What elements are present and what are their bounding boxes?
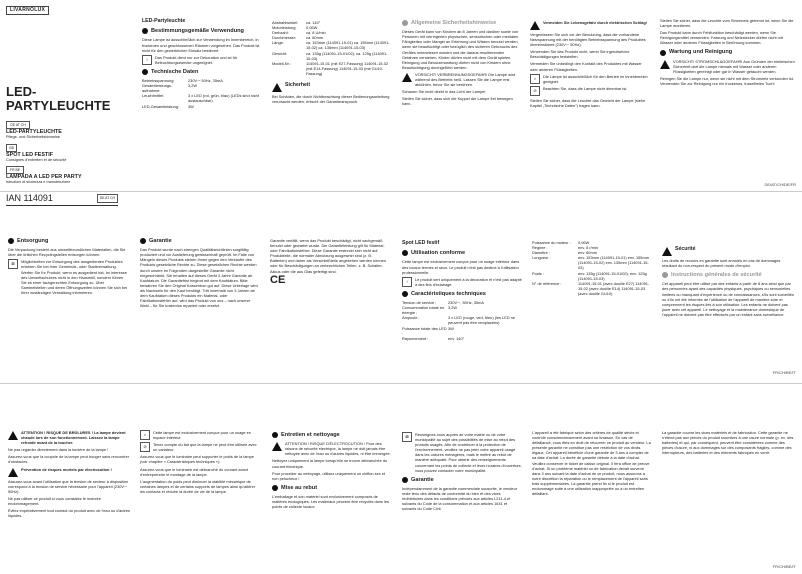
warranty-column bbox=[140, 234, 258, 310]
lang-title: LAMPADA A LED PER PARTY bbox=[6, 174, 82, 181]
burn-warning: ATTENTION ! RISQUE DE BRÛLURES ! La lampe devient chaude lors de son fonctionnement. Laissez la lampe refroidir avant de la toucher. bbox=[8, 430, 130, 445]
warning-icon bbox=[272, 83, 282, 92]
ce-mark: CE bbox=[270, 273, 286, 286]
spec-row: Durchmesser: ca. 80mm bbox=[272, 35, 324, 41]
brand-logo: LIVARNOLUX bbox=[6, 6, 49, 15]
spec-row: Betriebsspannung: 230V∼ 50Hz, 35mA bbox=[142, 78, 223, 84]
bullet-icon bbox=[272, 485, 278, 491]
de-danger-item: Vermeiden Sie unbedingt den Kontakt des Produktes mit Wasser oder anderen Flüssigkeiten. bbox=[530, 61, 642, 72]
de-general-item: Schauen Sie nicht direkt in das Licht der Lampe! bbox=[402, 89, 486, 95]
bullet-icon bbox=[142, 69, 148, 75]
page-code: FR/CH/BE/IT bbox=[772, 370, 796, 375]
spec-row: Longueur : env. 153mm (114091-15-01) env. 155mm (114091-15-02) env. 135mm (114091-15-03) bbox=[532, 255, 649, 271]
fr-column-3 bbox=[662, 244, 796, 319]
dispose-text: Die Verpackung besteht aus umweltfreundlichen Materialien, die Sie über die örtlichen Recyclingstellen entsorgen können. bbox=[8, 247, 126, 258]
fr-item: Évitez impérativement tout contact du produit avec de l'eau ou d'autres liquides. bbox=[8, 508, 130, 519]
bullet-icon bbox=[142, 28, 148, 34]
fr-item: Assurez-vous que le luminaire peut supporter le poids de la lampe (voir chapitre « Caractéristiques techniques »). bbox=[140, 454, 254, 465]
de-general-heading: Allgemeine Sicherheitshinweise bbox=[402, 20, 520, 26]
info-icon: ! bbox=[402, 277, 412, 287]
bullet-icon bbox=[8, 238, 14, 244]
fr-warranty-text-2: L'appareil a été fabriqué selon des critères de qualité stricts et contrôlé consciencieusement avant sa livraison. En cas de défaillance, vous êtes en droit de retourner ce produit au vendeur. La présente garantie ne constitue pas une restriction de vos droits légaux. Cet appareil bénéficie d'une garantie de 3 ans à compter de sa date d'achat. La durée de garantie débute à la date d'achat. Veuillez conserver le ticket de caisse original. Il fera office de preuve d'achat. Si un problème matériel ou de fabrication devait survenir dans 3 ans suivant la date d'achat de ce produit, nous assurons à notre discrétion la réparation ou le remplacement de l'appareil sans frais supplémentaires. La garantie prend fin si le produit est endommagé suite à une utilisation inappropriée ou à un entretien défaillant. bbox=[532, 430, 651, 497]
bullet-icon bbox=[660, 50, 666, 56]
de-column-2 bbox=[272, 20, 392, 106]
fr-item: Ne pas regarder directement dans la lumière de la lampe ! bbox=[8, 447, 109, 453]
shock-heading: Prévention de risques mortels par électrocution ! bbox=[8, 467, 130, 477]
bin-note: ⊠ Renseignez-vous auprès de votre mairie ou de votre municipalité au sujet des possibilités de mise au rebut des produits usagés. Afin de contribuer à la protection de l'environnement, veuillez ne pas jeter votre appareil usagé dans les ordures ménagères, mais le mettre au rebut de manière adéquate. Pour obtenir des renseignements concernant les points de collecte et leurs horaires d'ouverture, vous pouvez contacter votre municipalité. bbox=[402, 432, 522, 473]
lang-subtitle: Pflege- und Sicherheitshinweise bbox=[6, 135, 61, 140]
de-column-4 bbox=[530, 18, 650, 110]
bullet-icon bbox=[402, 477, 408, 483]
fr-bottom-column-4 bbox=[402, 430, 522, 513]
band-top bbox=[0, 0, 802, 203]
de-dim-note: ⊘ Beachten Sie, dass die Lampe nicht dimmbar ist. bbox=[530, 86, 650, 96]
de-safety-heading: Sicherheit bbox=[272, 82, 392, 92]
spec-row: Ampoule : 3 x LED (rouge, vert, bleu) (les LED ne peuvent pas être remplacées) bbox=[402, 315, 516, 326]
de-column-1 bbox=[142, 16, 262, 109]
de-column-3 bbox=[402, 16, 520, 109]
de-danger-item: Verwenden Sie das Produkt nicht, wenn Sie irgendwelche Beschädigungen feststellen. bbox=[530, 49, 630, 60]
de-column-5 bbox=[660, 18, 796, 88]
lang-subtitle: Istruzioni di sicurezza e manutenzione bbox=[6, 180, 71, 185]
fr-bottom-column-1 bbox=[8, 428, 130, 520]
indoor-note: ⌂ Cette lampe est exclusivement conçue pour un usage en espace intérieur. bbox=[140, 430, 260, 440]
fr-item: Ne pas utiliser ce produit si vous constatez le moindre endommagement. bbox=[8, 495, 101, 506]
divider bbox=[0, 191, 802, 192]
fr-general-heading: Instructions générales de sécurité bbox=[662, 272, 796, 278]
no-dimmer-icon: ⊘ bbox=[140, 442, 150, 452]
spec-row: Abstrahlwinkel: ca. 140° bbox=[272, 20, 321, 25]
info-icon: ! bbox=[142, 55, 152, 65]
recycle-text: L'emballage et son matériel sont exclusivement composés de matières écologiques. Les matériaux peuvent être recyclés dans les points de collecte locaux. bbox=[272, 494, 389, 510]
recycle-heading: Mise au rebut bbox=[272, 485, 392, 491]
spec-row: Puissance du moteur : 0,06W bbox=[532, 240, 590, 245]
de-title: LED-Partyleuchte bbox=[142, 18, 186, 24]
spec-row: N° de référence : 114091-15-01 (avec douille E27) 114091-15-02 (avec douille E14) 114091-15-03 (avec douille GU10) bbox=[532, 280, 650, 296]
fr-item: Assurez-vous avant l'utilisation que la tension de secteur à disposition correspond à la tension de service nécessaire pour l'appareil (230V∼ 50Hz). bbox=[8, 478, 129, 494]
ian-codes: DE AT CH bbox=[97, 194, 118, 203]
spec-row: Gesamtleistungs-aufnahme: 3,2W bbox=[142, 83, 198, 94]
fr-bottom-column-6 bbox=[662, 430, 796, 457]
spec-row: Modell-Nr.: 114091-15-01 (mit E27-Fassung) 114091-15-02 (mit E14-Fassung) 114091-15-03 (mit GU10-Fassung) bbox=[272, 60, 389, 76]
de-care-warning: VORSICHT! STROMSCHLAGGEFAHR! Aus Gründen der elektrischen Sicherheit darf die Lampe niemals mit Wasser oder anderen Flüssigkeiten gereinigt oder gar in Wasser getaucht werden. bbox=[660, 59, 796, 74]
fr-use-text: Cette lampe est exclusivement conçue pour un usage intérieur dans des locaux fermés et secs. Le produit n'est pas destiné à l'utilisation professionnelle. bbox=[402, 259, 520, 275]
care-warning: ATTENTION ! RISQUE D'ÉLECTROCUTION ! Pour des raisons de sécurité électrique, la lampe ne doit jamais être nettoyée avec de l'eau ou d'autres liquides, ni être immergée. bbox=[272, 441, 392, 456]
bullet-icon bbox=[402, 291, 408, 297]
lang-subtitle: Consignes d'entretien et de sécurité bbox=[6, 157, 67, 162]
spec-row: Diamètre : env. 80mm bbox=[532, 250, 597, 256]
de-danger-item: Stellen Sie sicher, dass die Leuchte das Gewicht der Lampe (siehe Kapitel „Technische Daten") tragen kann. bbox=[530, 97, 646, 108]
fr-warranty-heading: Garantie bbox=[402, 477, 522, 483]
spec-row: Leuchtmittel: 3 x LED (rot, grün, blau) (LEDs sind nicht austauschbar) bbox=[142, 93, 259, 104]
de-danger-item: Vergewissern Sie sich vor der Benutzung, dass die vorhandene Netzspannung mit der benötigten Betriebsspannung des Produktes übereinstimmt (230V∼ 50Hz). bbox=[530, 32, 646, 48]
fr-column-1 bbox=[402, 238, 522, 341]
de-right-item: Stellen Sie sicher, dass die Leuchte vom Stromnetz getrennt ist, wenn Sie die Lampe montieren. bbox=[660, 18, 794, 29]
dispose-note: ⊠ Möglichkeiten zur Entsorgung des ausgedienten Produktes erfahren Sie bei Ihrer Gemeinde- oder Stadtverwaltung. Werfen Sie Ihr Produkt, wenn es ausgedient hat, im Interesse des Umweltschutzes nicht in den Hausmüll, sondern führen Sie es einer fachgerechten Entsorgung zu. Über Sammelstellen und deren Öffnungszeiten können Sie sich bei Ihrer zuständigen Verwaltung informieren. bbox=[8, 259, 128, 295]
fr-bottom-column-2 bbox=[140, 428, 260, 496]
warning-icon bbox=[8, 468, 18, 477]
spec-row: Gewicht: ca. 135g (114091-15-01/02), ca. 125g (114091-15-03) bbox=[272, 50, 388, 61]
lang-code-box: GB bbox=[6, 144, 17, 152]
warning-icon bbox=[660, 60, 670, 69]
fr-warranty-text: Indépendamment de la garantie commerciale souscrite, le vendeur reste tenu des défauts de conformité du bien et des vices rédhibitoires dans les conditions prévues aux articles L211-4 et suivants du Code de la consommation et aux articles 1641 et suivants du Code Civil. bbox=[402, 485, 518, 512]
warning-icon bbox=[8, 431, 18, 440]
warning-icon bbox=[662, 247, 672, 256]
de-indoor-note: ⌂ Die Lampe ist ausschließlich für den Betrieb im Innenbereich geeignet. bbox=[530, 74, 650, 84]
de-burn-warning: VORSICHT! VERBRENNUNGSGEFAHR! Die Lampe wird während des Betriebs heiß. Lassen Sie die Lampe erst abkühlen, bevor Sie sie berühren. bbox=[402, 72, 520, 87]
fr-bottom-column-5 bbox=[532, 430, 652, 498]
bin-icon: ⊠ bbox=[8, 259, 18, 269]
fr-use-note: ! Le produit sert uniquement à la décoration et n'est pas adapté à des fins d'éclairage. bbox=[402, 277, 522, 287]
lang-title: SPOT LED FESTIF bbox=[6, 151, 54, 158]
spec-row: Motorleistung: 0,06W bbox=[272, 25, 318, 31]
fr-item: Pour procéder au nettoyage, utilisez uniquement un chiffon sec et non pelucheux ! bbox=[272, 470, 386, 481]
de-safety-text: Bei Schäden, die durch Nichtbeachtung dieser Bedienungsanleitung verursacht werden, erlischt der Garantieanspruch. bbox=[272, 94, 390, 105]
de-use-note: ! Das Produkt dient nur zur Dekoration und ist für Beleuchtungszwecke ungeeignet. bbox=[142, 55, 262, 65]
spec-row: LED-Gesamtleistung: 3W bbox=[142, 103, 194, 109]
de-right-item: Das Produkt kann durch Fehlfunktion beschädigt werden, wenn Sie Reinigungsmittel verwenden. Fassung und Netzstecker dürfen nicht mit Wasser oder anderen Flüssigkeiten in Berührung kommen. bbox=[660, 30, 783, 46]
dim-note: ⊘ Tenez compte du fait que la lampe ne peut être utilisée avec un variateur. bbox=[140, 442, 260, 452]
spec-row: Consommation totale en énergie : 3,2W bbox=[402, 305, 458, 316]
fr-item: L'augmentation du poids peut diminuer la stabilité mécanique de certaines lampes et de certains supports de lampes ainsi qu'altérer les contacts et réduire la durée de vie de la lampe. bbox=[140, 478, 256, 494]
warranty-text: Das Produkt wurde nach strengen Qualitätsrichtlinien sorgfältig produziert und vor Auslieferung gewissenhaft geprüft. Im Falle von Mängeln dieses Produkts stehen Ihnen gegen den Verkäufer des Produkts gesetzliche Rechte zu. Diese gesetzlichen Rechte werden durch unsere im Folgenden dargestellte Garantie nicht eingeschränkt. Sie erhalten auf dieses Gerät 3 Jahre Garantie ab Kaufdatum. Die Garantiefrist beginnt mit dem Kaufdatum. Bitte bewahren Sie den Original Kassenbon gut auf. Diese Unterlage wird als Nachweis für den Kauf benötigt. Tritt innerhalb von 3 Jahren ab dem Kaufdatum dieses Produkts ein Material- oder Fabrikationsfehler auf, wird das Produkt von uns – nach unserer Wahl – für Sie kostenlos repariert oder ersetzt. bbox=[140, 247, 258, 309]
cover-title: LED-PARTYLEUCHTE bbox=[6, 84, 111, 114]
cover-column bbox=[6, 0, 120, 206]
fr-item: Assurez-vous que la coupole de la lampe peut bouger sans rencontrer d'obstacles. bbox=[8, 454, 130, 465]
warranty-column-2 bbox=[270, 238, 390, 286]
lang-code-box: DE AT CH bbox=[6, 121, 30, 129]
dispose-heading: Entsorgung bbox=[8, 238, 128, 244]
band-bottom bbox=[0, 386, 802, 574]
indoor-icon: ⌂ bbox=[530, 74, 540, 84]
fr-title: Spot LED festif bbox=[402, 240, 440, 246]
de-use-heading: Bestimmungsgemäße Verwendung bbox=[142, 28, 262, 34]
fr-column-2 bbox=[532, 240, 652, 296]
de-general-item: Stellen Sie sicher, dass sich die Kuppel der Lampe frei bewegen kann. bbox=[402, 96, 513, 107]
warning-icon bbox=[272, 442, 282, 451]
bullet-icon bbox=[662, 272, 668, 278]
no-dimmer-icon: ⊘ bbox=[530, 86, 540, 96]
de-danger-heading: Vermeiden Sie Lebensgefahr durch elektrischen Schlag! bbox=[530, 20, 650, 30]
band-middle bbox=[0, 194, 802, 380]
lang-title: LED-PARTYLEUCHTE bbox=[6, 129, 62, 136]
dispose-column bbox=[8, 234, 128, 297]
de-general-item: Dieses Gerät kann von Kindern ab 8 Jahren und darüber sowie von Personen mit verringerten physischen, sensorischen oder mentalen Fähigkeiten oder Mangel an Erfahrung und Wissen benutzt werden, wenn sie beaufsichtigt oder bezüglich des sicheren Gebrauchs des Gerätes unterwiesen wurden und die daraus resultierenden Gefahren verstehen. Kinder dürfen nicht mit dem Gerät spielen. Reinigung und Benutzerwartung dürfen nicht von Kindern ohne Beaufsichtigung durchgeführt werden. bbox=[402, 29, 519, 70]
care-heading: Entretien et nettoyage bbox=[272, 432, 392, 438]
lang-code-box: FR BE bbox=[6, 166, 24, 174]
de-care-item: Reinigen Sie die Lampe nur, wenn sie nicht mit dem Stromnetz verbunden ist. Verwenden Sie zur Reinigung nur ein trockenes, fusselfreies Tuch! bbox=[660, 75, 794, 87]
fr-item: Nettoyez uniquement la lampe lorsqu'elle se trouve débranchée du courant électrique. bbox=[272, 458, 388, 469]
page-code: FR/CH/BE/IT bbox=[772, 564, 796, 569]
spec-row: Puissance totale des LED : 3W bbox=[402, 325, 454, 336]
fr-general-text: Cet appareil peut être utilisé par des enfants à partir de 8 ans ainsi que par des personnes ayant des capacités physiques, psychiques ou sensorielles limitées ou manquant d'expérience ou de connaissances, s'ils sont surveillés ou s'ils ont été informés de l'utilisation de l'appareil de manière sûre et comprennent les risques liés à son utilisation. Les enfants ne doivent pas jouer avec cet appareil. Le nettoyage et la maintenance domestique de l'appareil ne doivent pas être effectués par un enfant sans surveillance. bbox=[662, 281, 794, 317]
spec-row: Rayonnement : env. 140° bbox=[402, 335, 465, 341]
fr-use-heading: Utilisation conforme bbox=[402, 250, 522, 256]
divider bbox=[0, 383, 802, 384]
spec-row: Régime : env. 8 r/min bbox=[532, 245, 599, 251]
cover-lang-list bbox=[6, 121, 120, 185]
spec-row: Poids : env. 135g (114091-15-01/02), env. 125g (114091-15-03) bbox=[532, 270, 647, 281]
bin-icon: ⊠ bbox=[402, 432, 412, 442]
warranty-heading: Garantie bbox=[140, 238, 258, 244]
page-code: DE/AT/CH/DE/FR bbox=[764, 182, 796, 187]
fr-item: Assurez-vous que le luminaire est débranché du courant avant d'entreprendre le montage de la lampe. bbox=[140, 466, 248, 477]
fr-warranty-text-3: La garantie couvre les vices matériels et de fabrication. Cette garantie ne s'étend pas aux pièces du produit soumises à une usure normale (p. ex. des batteries) et qui, par conséquent, peuvent être considérées comme des pièces d'usure, ni aux dommages sur des composants fragiles, comme des interrupteurs, des batteries et des éléments fabriqués en verre. bbox=[662, 430, 794, 456]
warning-icon bbox=[402, 73, 412, 82]
indoor-icon: ⌂ bbox=[140, 430, 150, 440]
spec-row: Drehzahl: ca. 8 U/min bbox=[272, 30, 326, 36]
de-tech-heading: Technische Daten bbox=[142, 69, 262, 75]
warning-icon bbox=[530, 21, 540, 30]
bullet-icon bbox=[272, 432, 278, 438]
spec-row: Tension de service : 230V∼, 50Hz, 35mA bbox=[402, 300, 484, 306]
spec-row: Länge: ca. 153mm (114091-15-01) ca. 155mm (114091-15-02) ca. 135mm (114091-15-03) bbox=[272, 40, 390, 51]
bullet-icon bbox=[140, 238, 146, 244]
fr-safety-text: Les droits de recours en garantie sont annulés en cas de dommages résultant du non-respect du présent mode d'emploi. bbox=[662, 258, 781, 269]
de-use-text: Diese Lampe ist ausschließlich zur Verwendung im Innenbereich, in trockenen und geschlossenen Räumen vorgesehen. Das Produkt ist nicht für den gewerblichen Einsatz bestimmt. bbox=[142, 37, 260, 53]
fr-safety-heading: Sécurité bbox=[662, 246, 796, 256]
de-care-heading: Wartung und Reinigung bbox=[660, 49, 796, 55]
ian-number: IAN 114091 bbox=[6, 192, 53, 203]
warranty-text-2: Garantie verfällt, wenn das Produkt beschädigt, nicht sachgemäß benutzt oder gewartet wurde. Die Garantieleistung gilt für Material- oder Fabrikationsfehler. Diese Garantie erstreckt sich nicht auf Produktteile, die normaler Abnutzung ausgesetzt sind (z. B. Batterien) und daher als Verschleißteile angesehen werden können oder für Beschädigungen an zerbrechlichen Teilen, z. B. Schalter, Akkus oder die aus Glas gefertigt sind. bbox=[270, 238, 386, 274]
bullet-icon bbox=[402, 250, 408, 256]
fr-bottom-column-3 bbox=[272, 428, 392, 511]
fr-tech-heading: Caractéristiques techniques bbox=[402, 291, 522, 297]
bullet-icon bbox=[402, 20, 408, 26]
